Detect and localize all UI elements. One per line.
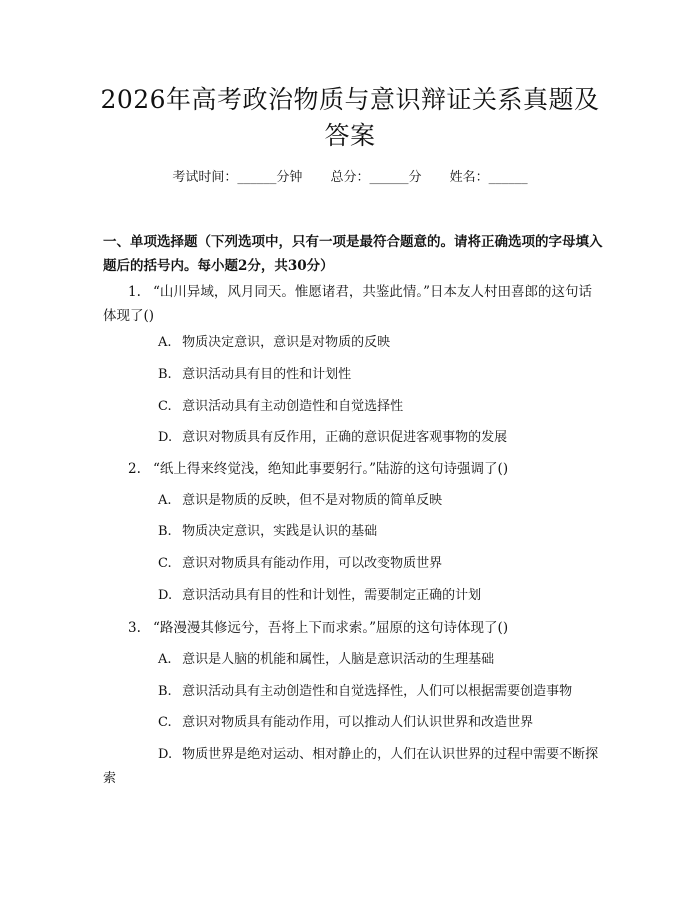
option-text: 意识是物质的反映，但不是对物质的简单反映 [182, 493, 443, 508]
option-text: 意识对物质具有能动作用，可以改变物质世界 [182, 556, 443, 571]
question-number: 3. [128, 620, 141, 636]
option-text: 物质决定意识，实践是认识的基础 [182, 524, 378, 539]
question-2-option-a [158, 491, 603, 511]
option-text: 意识活动具有目的性和计划性 [182, 367, 352, 382]
option-letter: D. [158, 430, 173, 445]
document-title: 2026年高考政治物质与意识辩证关系真题及答案 [100, 85, 600, 150]
option-text: 意识对物质具有反作用，正确的意识促进客观事物的发展 [182, 430, 508, 445]
option-text: 物质世界是绝对运动、相对静止的，人们在认识世界的过程中需要不断探索 [103, 747, 599, 786]
question-text: “山川异域，风月同天。惟愿诸君，共鉴此情。”日本友人村田喜郎的这句话体现了() [103, 284, 593, 324]
question-2-stem [103, 457, 603, 481]
option-letter: C. [158, 399, 172, 414]
question-text: “路漫漫其修远兮，吾将上下而求索。”屈原的这句诗体现了() [153, 620, 509, 636]
option-letter: B. [158, 684, 172, 699]
option-letter: D. [158, 588, 173, 603]
question-3-option-a [158, 650, 603, 670]
question-3-option-c [158, 713, 603, 733]
question-1-stem [103, 280, 603, 328]
option-letter: B. [158, 367, 172, 382]
option-text: 意识活动具有目的性和计划性，需要制定正确的计划 [182, 588, 482, 603]
student-name-field: 姓名：______ [449, 170, 528, 185]
question-1-option-d [158, 428, 603, 448]
section-header: 一、单项选择题（下列选项中，只有一项是最符合题意的。请将正确选项的字母填入题后的括号内。每小题2分，共30分） [103, 234, 603, 274]
option-letter: A. [158, 652, 172, 667]
question-2-option-b [158, 522, 603, 542]
exam-time-field: 考试时间：______分钟 [172, 170, 303, 185]
option-letter: B. [158, 524, 172, 539]
option-letter: A. [158, 493, 172, 508]
option-text: 物质决定意识，意识是对物质的反映 [182, 335, 391, 350]
question-text: “纸上得来终觉浅，绝知此事要躬行。”陆游的这句诗强调了() [153, 461, 509, 477]
question-3-option-d [103, 743, 603, 791]
question-3-option-b [158, 682, 603, 702]
question-1-option-b [158, 365, 603, 385]
option-letter: D. [158, 747, 173, 762]
question-number: 2. [128, 461, 141, 477]
question-3-stem [103, 616, 603, 640]
question-1-option-c [158, 397, 603, 417]
option-text: 意识是人脑的机能和属性，人脑是意识活动的生理基础 [182, 652, 495, 667]
exam-meta [0, 168, 700, 188]
option-text: 意识活动具有主动创造性和自觉选择性，人们可以根据需要创造事物 [182, 684, 573, 699]
option-letter: A. [158, 335, 172, 350]
option-letter: C. [158, 715, 172, 730]
question-2-option-c [158, 554, 603, 574]
option-text: 意识对物质具有能动作用，可以推动人们认识世界和改造世界 [182, 715, 534, 730]
option-text: 意识活动具有主动创造性和自觉选择性 [182, 399, 404, 414]
total-score-field: 总分：______分 [330, 170, 422, 185]
question-2-option-d [158, 586, 603, 606]
option-letter: C. [158, 556, 172, 571]
question-1-option-a [158, 333, 603, 353]
question-number: 1. [128, 284, 141, 300]
